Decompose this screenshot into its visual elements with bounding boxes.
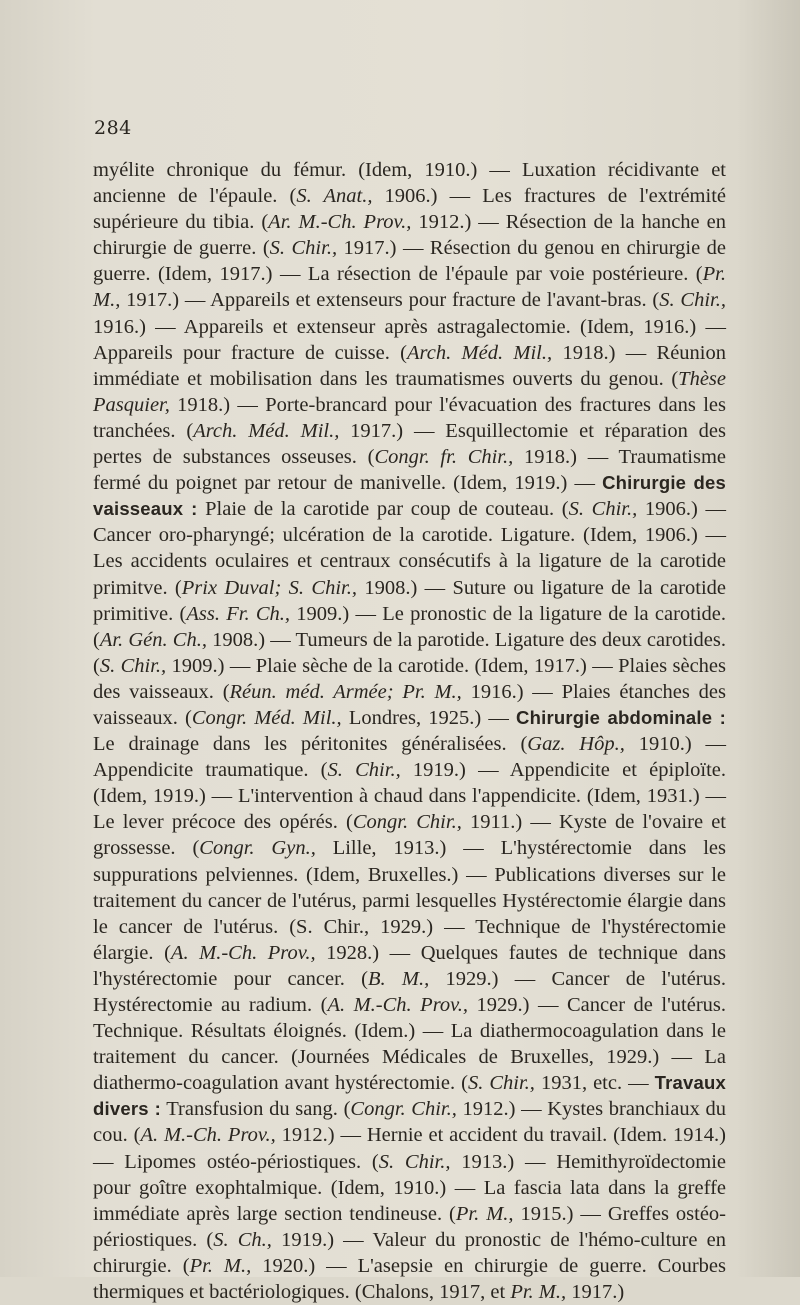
citation-source: Congr. Méd. Mil., [191,706,342,729]
text-run: 1915.) — Greffes ostéo-périostiques. ( [93,1202,726,1251]
text-run: 1911.) — Kyste de l'ovaire et grossesse. ( [93,811,726,860]
text-run: 1916.) — Plaies étanches des vaisseaux. ( [93,680,726,729]
text-run: 1917.) — Appareils et extenseurs pour fracture de l'avant-bras. ( [120,289,660,312]
citation-source: S. Ch., [213,1228,272,1251]
citation-source: Arch. Méd. Mil., [193,419,340,442]
citation-source: A. M.-Ch. Prov., [170,941,316,964]
citation-source: S. Chir., [568,498,638,521]
text-run: 1908.) — Tumeurs de la parotide. Ligature des deux carotides. ( [93,628,726,677]
text-run: 1918.) — Réunion immédiate et mobilisation dans les traumatismes ouverts du genou. ( [93,341,727,390]
text-run: 1912.) — Résection de la hanche en chirurgie de guerre. ( [93,211,726,260]
text-run: 1912.) — Hernie et accident du travail. (Idem. 1914.) — Lipomes ostéo-périostiques. ( [93,1124,726,1173]
page-number: 284 [94,117,132,139]
citation-source: A. M.-Ch. Prov., [327,994,468,1016]
citation-source: Ar. M.-Ch. Prov., [268,211,412,234]
citation-source: Pr. M., [189,1254,252,1277]
citation-source: Arch. Méd. Mil., [407,341,553,364]
citation-source: S. Chir., [269,237,338,260]
text-run: 1931, etc. — [534,1072,655,1095]
text-run: 1908.) — Suture ou ligature de la carotide primitive. ( [93,576,726,625]
text-run: 1906.) — Les fractures de l'extrémité supérieure du tibia. ( [93,185,726,234]
citation-source: Pr. M., [455,1202,514,1225]
citation-source: Thèse Pasquier, [93,367,726,416]
section-heading: Chirurgie abdominale : [516,706,726,728]
text-run: Plaie de la carotide par coup de couteau. ( [197,498,569,521]
text-run: Le drainage dans les péritonites généralisées. ( [93,733,528,756]
citation-source: S. Chir., [327,759,401,782]
section-heading: Chirurgie des vaisseaux : [93,472,726,520]
citation-source: B. M., [368,967,430,990]
text-run: Transfusion du sang. ( [160,1098,351,1121]
citation-source: Congr. Chir., [352,811,462,834]
text-run: 1913.) — Hemithyroïdectomie pour goître exophtalmique. (Idem, 1910.) — La fascia lata dans la greffe immédiate après large section tendineuse. ( [93,1150,726,1225]
text-run: 1917.) — Résection du genou en chirurgie de guerre. (Idem, 1917.) — La résection de l'épaule par voie postérieure. ( [93,237,727,286]
citation-source: Congr. Chir., [350,1098,457,1121]
citation-source: Gaz. Hôp., [527,733,625,756]
citation-source: S. Anat., [296,185,373,208]
text-run: 1929.) — Cancer de l'utérus. Technique. Résultats éloignés. (Idem.) — La diathermocoagulation dans le traitement du cancer. (Journées Médicales de Bruxelles, 1929.) — La diathermo-coagulation avant hystérectomie. ( [93,994,726,1095]
citation-source: Pr. M., [93,263,726,312]
text-run: 1906.) — Cancer oro-pharyngé; ulcération de la carotide. Ligature. (Idem, 1906.) — Les accidents oculaires et centraux consécutifs à la ligature de la carotide primitve. ( [93,498,726,599]
text-run: 1916.) — Appareils et extenseur après astragalectomie. (Idem, 1916.) — Appareils pour fracture de cuisse. ( [93,315,726,364]
text-run: 1920.) — L'asepsie en chirurgie de guerre. Courbes thermiques et bactériologiques. (Chalons, 1917, et [93,1254,726,1304]
text-run: Londres, 1925.) — [341,706,517,729]
bibliography-text [93,157,726,1305]
citation-source: Prix Duval; S. Chir., [181,576,357,599]
citation-source: A. M.-Ch. Prov., [140,1124,276,1147]
text-run: 1919.) — Valeur du pronostic de l'hémo-culture en chirurgie. ( [93,1228,726,1277]
text-run: 1917.) — Esquillectomie et réparation des pertes de substances osseuses. ( [93,419,726,469]
text-run: 1909.) — Le pronostic de la ligature de la carotide. ( [93,602,727,651]
citation-source: Pr. M., [510,1281,567,1304]
citation-source: S. Chir., [467,1072,535,1095]
text-run: Lille, 1913.) — L'hystérectomie dans les suppurations pelviennes. (Idem, Bruxelles.) — Publications diverses sur le traitement du cancer de l'utérus, parmi lesquelles Hystérectomie élargie dans le cancer de l'utérus. (S. Chir., 1929.) — Technique de l'hystérectomie élargie. ( [93,837,726,964]
text-run: 1918.) — Traumatisme fermé du poignet par retour de manivelle. (Idem, 1919.) — [93,446,726,495]
citation-source: S. Chir., [99,654,167,677]
text-run: 1909.) — Plaie sèche de la carotide. (Idem, 1917.) — Plaies sèches des vaisseaux. ( [93,654,727,703]
citation-source: Congr. Gyn., [199,837,316,860]
text-run: myélite chronique du fémur. (Idem, 1910.) — Luxation récidivante et ancienne de l'épaule. ( [93,159,726,208]
citation-source: Congr. fr. Chir., [374,446,514,469]
text-run: 1929.) — Cancer de l'utérus. Hystérectomie au radium. ( [93,967,726,1016]
text-run: 1919.) — Appendicite et épiploïte. (Idem, 1919.) — L'intervention à chaud dans l'appendicite. (Idem, 1931.) — Le lever précoce des opérés. ( [93,759,727,834]
text-run: 1912.) — Kystes branchiaux du cou. ( [93,1098,726,1147]
text-run: 1917.) [566,1281,625,1304]
text-run: 1918.) — Porte-brancard pour l'évacuation des fractures dans les tranchées. ( [93,393,726,442]
citation-source: S. Chir., [378,1150,451,1173]
citation-source: S. Chir., [659,289,727,312]
section-heading: Travaux divers : [93,1072,726,1120]
text-run: 1910.) — Appendicite traumatique. ( [93,733,726,782]
bibliography-paragraph [93,157,726,1305]
text-run: 1928.) — Quelques fautes de technique dans l'hystérectomie pour cancer. ( [93,941,726,990]
citation-source: Ass. Fr. Ch., [186,602,291,625]
citation-source: Ar. Gén. Ch., [99,628,207,651]
citation-source: Réun. méd. Armée; Pr. M., [229,680,462,703]
